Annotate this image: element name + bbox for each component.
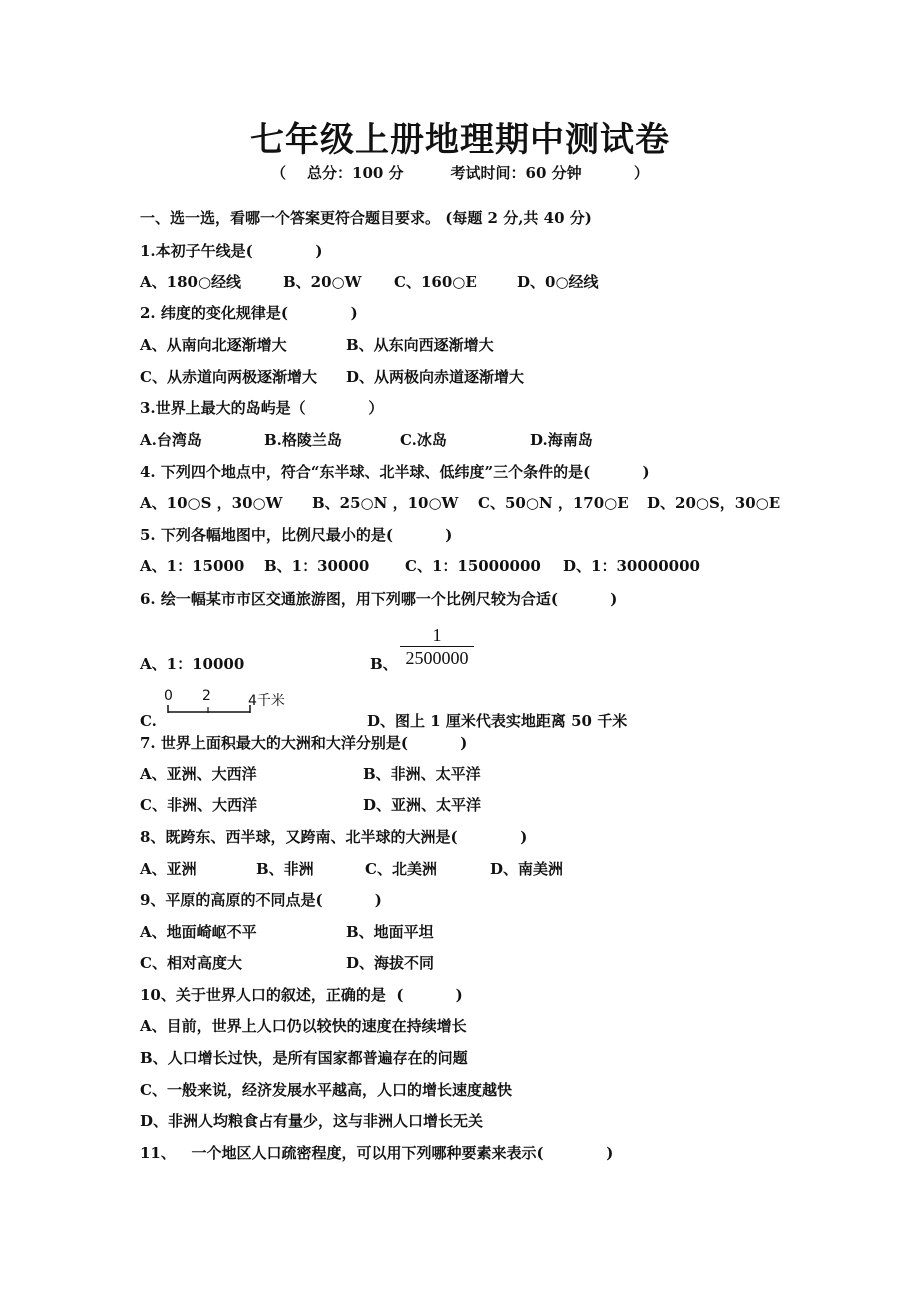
option-b: B、非洲 [256, 860, 314, 878]
option-a: A、亚洲、大西洋 [140, 765, 257, 783]
question-4-stem: 4. 下列四个地点中，符合“东半球、北半球、低纬度”三个条件的是( ) [140, 463, 650, 481]
option-d: D、海拔不同 [346, 954, 435, 972]
question-11-stem: 11、 一个地区人口疏密程度，可以用下列哪种要素来表示( ) [140, 1144, 614, 1162]
option-a: A、10○S ，30○W [140, 494, 283, 512]
option-d: D、0○经线 [517, 273, 599, 291]
question-2-stem: 2. 纬度的变化规律是( ) [140, 304, 358, 322]
question-7-stem: 7. 世界上面积最大的大洲和大洋分别是( ) [140, 734, 468, 752]
fraction-denominator: 2500000 [405, 648, 469, 668]
fraction-scale [400, 624, 474, 669]
option-a: A、1：15000 [140, 557, 245, 575]
question-10-option-a: A、目前，世界上人口仍以较快的速度在持续增长 [140, 1017, 467, 1035]
question-5-stem: 5. 下列各幅地图中，比例尺最小的是( ) [140, 526, 453, 544]
question-10-stem: 10、关于世界人口的叙述，正确的是 ( ) [140, 986, 463, 1004]
option-a: A、地面崎岖不平 [140, 923, 257, 941]
question-6-option-c: C. [140, 712, 157, 730]
option-c: C、非洲、大西洋 [140, 796, 257, 814]
option-b: B、非洲、太平洋 [363, 765, 481, 783]
option-c: C、160○E [394, 273, 477, 291]
question-8-stem: 8、既跨东、西半球，又跨南、北半球的大洲是( ) [140, 828, 528, 846]
option-d: D、1：30000000 [563, 557, 700, 575]
option-b: B.格陵兰岛 [264, 431, 342, 449]
option-d: D、从两极向赤道逐渐增大 [346, 368, 525, 386]
scale-label-0: 0 [164, 688, 173, 704]
question-10-option-b: B、人口增长过快，是所有国家都普遍存在的问题 [140, 1049, 468, 1067]
option-a: A、从南向北逐渐增大 [140, 336, 287, 354]
question-10-option-d: D、非洲人均粮食占有量少，这与非洲人口增长无关 [140, 1112, 484, 1130]
exam-title: 七年级上册地理期中测试卷 [250, 120, 670, 160]
exam-subtitle: （ 总分：100 分 考试时间：60 分钟 ） [271, 164, 649, 182]
question-6-stem: 6. 绘一幅某市市区交通旅游图，用下列哪一个比例尺较为合适( ) [140, 590, 618, 608]
question-6-option-d: D、图上 1 厘米代表实地距离 50 千米 [367, 712, 628, 730]
option-c: C、从赤道向两极逐渐增大 [140, 368, 317, 386]
option-d: D、南美洲 [490, 860, 564, 878]
question-3-stem: 3.世界上最大的岛屿是（ ） [140, 399, 384, 417]
option-d: D.海南岛 [530, 431, 593, 449]
scale-bar-graphic [162, 688, 254, 718]
question-6-option-b: B、 [370, 655, 398, 673]
option-b: B、地面平坦 [346, 923, 434, 941]
question-2-options-row2 [140, 367, 840, 427]
option-b: B、从东向西逐渐增大 [346, 336, 494, 354]
fraction-numerator: 1 [400, 624, 474, 647]
option-c: C、50○N ，170○E [478, 494, 629, 512]
option-a: A、180○经线 [140, 273, 242, 291]
question-1-stem: 1.本初子午线是( ) [140, 242, 323, 260]
option-d: D、亚洲、太平洋 [363, 796, 482, 814]
option-a: A、亚洲 [140, 860, 197, 878]
option-b: B、25○N ，10○W [312, 494, 459, 512]
option-a: A.台湾岛 [140, 431, 202, 449]
question-10-option-c: C、一般来说，经济发展水平越高，人口的增长速度越快 [140, 1081, 512, 1099]
scale-label-2: 2 [202, 688, 211, 704]
option-d: D、20○S，30○E [647, 494, 781, 512]
question-6-option-a: A、1：10000 [140, 655, 245, 673]
option-b: B、1：30000 [264, 557, 370, 575]
option-c: C.冰岛 [400, 431, 447, 449]
option-c: C、相对高度大 [140, 954, 242, 972]
option-c: C、1：15000000 [405, 557, 541, 575]
option-b: B、20○W [283, 273, 362, 291]
option-c: C、北美洲 [365, 860, 437, 878]
line-scale-bar [162, 688, 292, 718]
question-9-stem: 9、平原的高原的不同点是( ) [140, 891, 382, 909]
section-heading: 一、选一选，看哪一个答案更符合题目要求。 (每题 2 分,共 40 分) [140, 209, 592, 227]
scale-label-4: 4千米 [248, 693, 285, 709]
